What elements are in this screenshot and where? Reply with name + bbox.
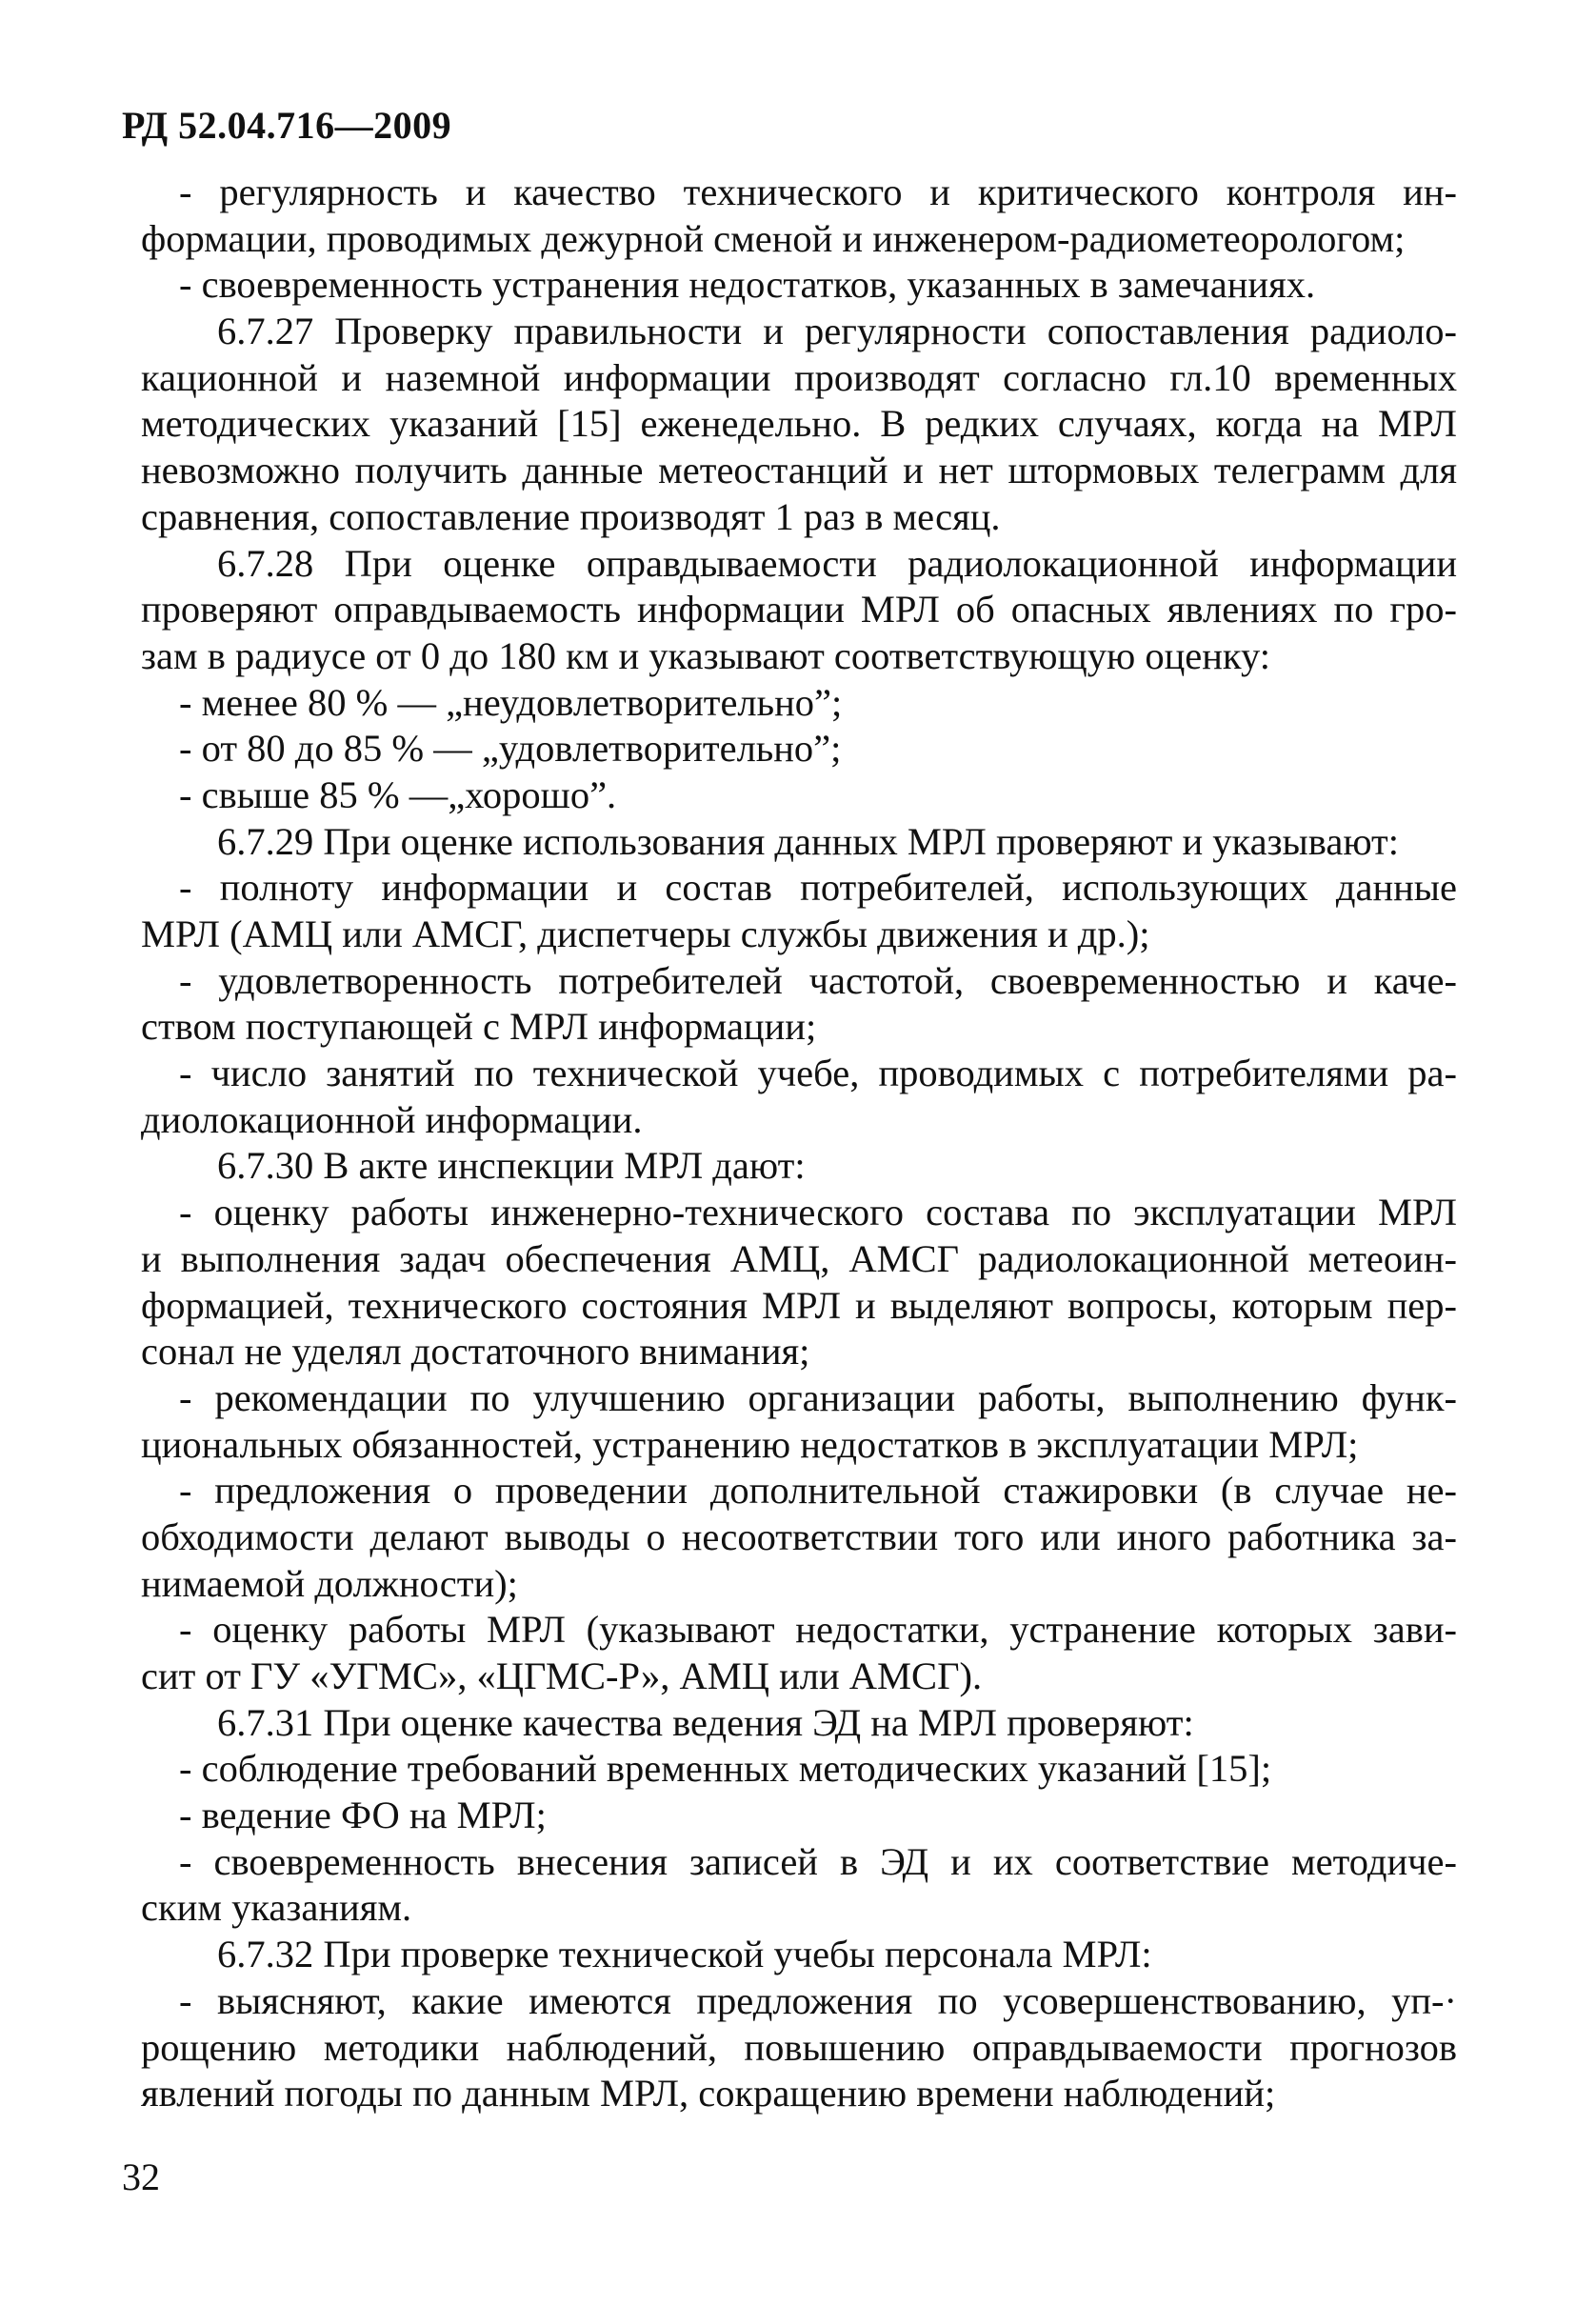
text-line: - рекомендации по улучшению организации работы, выполнению функ-: [179, 1375, 1457, 1419]
text-line: - полноту информации и состав потребителей, использующих данные: [179, 866, 1457, 910]
text-line: и выполнения задач обеспечения АМЦ, АМСГ радиолокационной метеоин-: [141, 1236, 1457, 1280]
text-line: формацией, технического состояния МРЛ и выделяют вопросы, которым пер-: [141, 1283, 1457, 1327]
text-line: - ведение ФО на МРЛ;: [179, 1794, 547, 1837]
text-line: явлений погоды по данным МРЛ, сокращению времени наблюдений;: [141, 2072, 1276, 2116]
text-line: МРЛ (АМЦ или АМСГ, диспетчеры службы движения и др.);: [141, 912, 1150, 955]
text-line: рощению методики наблюдений, повышению оправдываемости прогнозов: [141, 2025, 1457, 2069]
text-line: 6.7.32 При проверке технической учебы персонала МРЛ:: [217, 1933, 1152, 1976]
text-line: формации, проводимых дежурной сменой и инженером-радиометеорологом;: [141, 216, 1406, 260]
text-line: проверяют оправдываемость информации МРЛ об опасных явлениях по гро-: [141, 588, 1457, 632]
text-line: - оценку работы инженерно-технического состава по эксплуатации МРЛ: [179, 1191, 1457, 1234]
text-line: кационной и наземной информации производят согласно гл.10 временных: [141, 355, 1457, 399]
page-number: 32: [122, 2156, 160, 2198]
text-line: сонал не уделял достаточного внимания;: [141, 1330, 810, 1374]
text-line: 6.7.28 При оценке оправдываемости радиолокационной информации: [217, 541, 1457, 585]
text-line: 6.7.30 В акте инспекции МРЛ дают:: [217, 1144, 806, 1188]
text-line: - оценку работы МРЛ (указывают недостатки, устранение которых зави-: [179, 1608, 1457, 1652]
text-line: 6.7.31 При оценке качества ведения ЭД на МРЛ проверяют:: [217, 1700, 1194, 1744]
text-line: невозможно получить данные метеостанций и нет штормовых телеграмм для: [141, 449, 1457, 492]
text-line: 6.7.27 Проверку правильности и регулярности сопоставления радиоло-: [217, 310, 1457, 353]
text-line: диолокационной информации.: [141, 1097, 643, 1141]
document-code-header: РД 52.04.716—2009: [122, 104, 452, 147]
text-line: ством поступающей с МРЛ информации;: [141, 1005, 817, 1049]
text-line: - от 80 до 85 % — „удовлетворительно”;: [179, 727, 842, 771]
text-line: - число занятий по технической учебе, проводимых с потребителями ра-: [179, 1052, 1457, 1095]
text-line: - свыше 85 % —„хорошо”.: [179, 772, 617, 816]
text-line: - регулярность и качество технического и критического контроля ин-: [179, 170, 1457, 213]
text-line: - выясняют, какие имеются предложения по усовершенствованию, уп-·: [179, 1978, 1457, 2022]
text-line: - соблюдение требований временных методических указаний [15];: [179, 1747, 1272, 1791]
text-line: - своевременность внесения записей в ЭД и их соответствие методиче-: [179, 1839, 1457, 1883]
text-line: 6.7.29 При оценке использования данных МРЛ проверяют и указывают:: [217, 819, 1400, 863]
text-line: сравнения, сопоставление производят 1 раз в месяц.: [141, 494, 1001, 538]
text-line: - предложения о проведении дополнительной стажировки (в случае не-: [179, 1469, 1457, 1513]
text-line: зам в радиусе от 0 до 180 км и указывают соответствующую оценку:: [141, 633, 1270, 677]
text-line: обходимости делают выводы о несоответствии того или иного работника за-: [141, 1514, 1457, 1558]
text-line: нимаемой должности);: [141, 1561, 518, 1605]
page-body: [141, 170, 1457, 2117]
text-line: сит от ГУ «УГМС», «ЦГМС-Р», АМЦ или АМСГ).: [141, 1654, 983, 1697]
text-line: методических указаний [15] еженедельно. В редких случаях, когда на МРЛ: [141, 402, 1457, 446]
text-line: циональных обязанностей, устранению недостатков в эксплуатации МРЛ;: [141, 1422, 1359, 1466]
text-line: - своевременность устранения недостатков, указанных в замечаниях.: [179, 263, 1316, 307]
text-line: ским указаниям.: [141, 1886, 412, 1930]
text-line: - удовлетворенность потребителей частотой, своевременностью и каче-: [179, 958, 1457, 1002]
text-line: - менее 80 % — „неудовлетворительно”;: [179, 680, 843, 724]
